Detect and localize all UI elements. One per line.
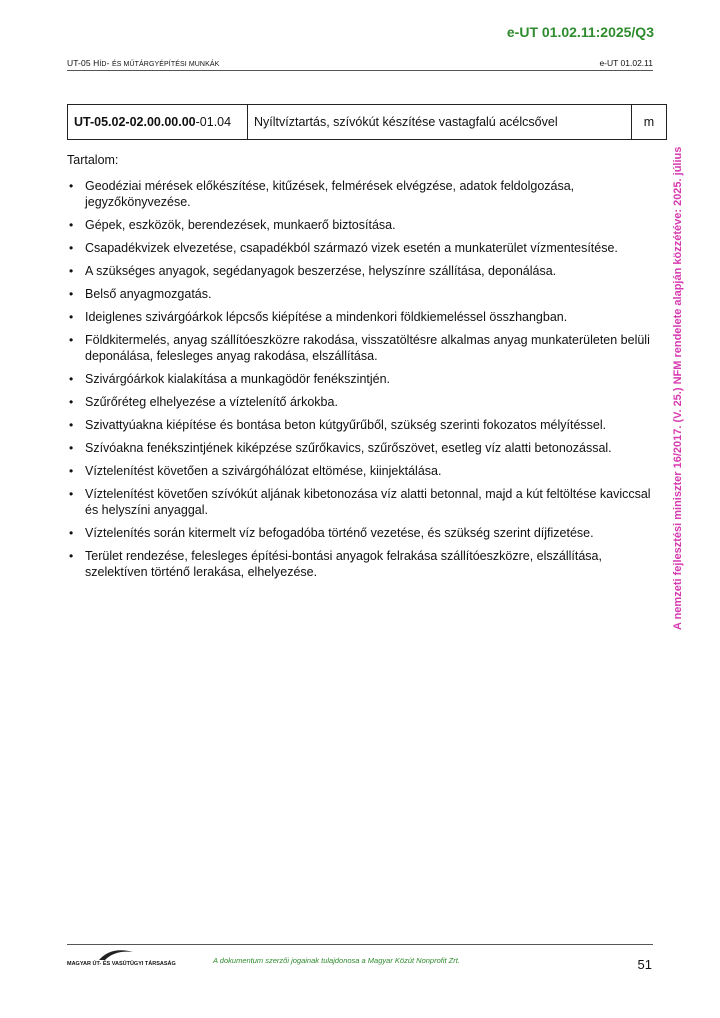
item-code-cell: [68, 105, 248, 140]
bullet-icon: •: [69, 287, 74, 301]
bullet-text: Terület rendezése, felesleges építési-bontási anyagok felrakása szállítóeszközre, elszállítása, szelektíven történő lerakása, elhelyezése.: [85, 549, 602, 579]
item-code: UT-05.02-02.00.00.00: [74, 115, 196, 129]
bullet-text: Szűrőréteg elhelyezése a víztelenítő árkokba.: [85, 395, 338, 409]
content-bullet-item: [67, 286, 652, 302]
page-number: 51: [637, 957, 652, 972]
bullet-icon: •: [69, 372, 74, 386]
content-heading: Tartalom:: [67, 153, 119, 167]
bullet-icon: •: [69, 218, 74, 232]
header-chapter-title: [67, 58, 219, 68]
bullet-icon: •: [69, 333, 74, 347]
bullet-icon: •: [69, 241, 74, 255]
bullet-icon: •: [69, 441, 74, 455]
bullet-icon: •: [69, 487, 74, 501]
content-bullet-item: [67, 525, 652, 541]
content-bullet-item: [67, 371, 652, 387]
header-chapter-part2: ÉS MŰTÁRGYÉPÍTÉSI MUNKÁK: [111, 61, 220, 68]
content-bullet-item: [67, 309, 652, 325]
content-bullet-item: [67, 417, 652, 433]
logo-text: MAGYAR ÚT- ÉS VASÚTÜGYI TÁRSASÁG: [67, 961, 176, 967]
bullet-text: Víztelenítést követően a szivárgóhálózat eltömése, kiinjektálása.: [85, 464, 442, 478]
bullet-text: Gépek, eszközök, berendezések, munkaerő biztosítása.: [85, 218, 396, 232]
item-code-suffix: -01.04: [195, 115, 232, 129]
bullet-icon: •: [69, 264, 74, 278]
header-divider: [67, 70, 653, 71]
content-bullet-item: [67, 394, 652, 410]
item-table: [67, 104, 667, 140]
organization-logo: [67, 948, 176, 970]
bullet-text: Csapadékvizek elvezetése, csapadékból származó vizek esetén a munkaterület vízmentesítése.: [85, 241, 618, 255]
copyright-notice: A dokumentum szerzői jogainak tulajdonosa a Magyar Közút Nonprofit Zrt.: [213, 956, 460, 965]
bullet-text: Földkitermelés, anyag szállítóeszközre rakodása, visszatöltésre alkalmas anyag munkaterületen belüli deponálása, felesleges anyag rakodása, elszállítása.: [85, 333, 650, 363]
content-bullet-item: [67, 440, 652, 456]
content-bullet-item: [67, 463, 652, 479]
bullet-icon: •: [69, 464, 74, 478]
bullet-icon: •: [69, 526, 74, 540]
bullet-icon: •: [69, 395, 74, 409]
header-document-ref: e-UT 01.02.11: [599, 58, 653, 68]
content-bullet-item: [67, 178, 652, 210]
bullet-text: Belső anyagmozgatás.: [85, 287, 212, 301]
bullet-icon: •: [69, 179, 74, 193]
content-bullet-item: [67, 486, 652, 518]
footer-divider: [67, 944, 653, 945]
bullet-text: A szükséges anyagok, segédanyagok beszerzése, helyszínre szállítása, deponálása.: [85, 264, 557, 278]
item-unit: m: [632, 105, 667, 140]
content-bullet-item: [67, 217, 652, 233]
item-description: Nyíltvíztartás, szívókút készítése vastagfalú acélcsővel: [248, 105, 632, 140]
header-chapter-part1: ÍD: [99, 61, 107, 68]
item-row: [68, 105, 667, 140]
bullet-text: Szivárgóárkok kialakítása a munkagödör fenékszintjén.: [85, 372, 391, 386]
bullet-icon: •: [69, 549, 74, 563]
content-bullet-item: [67, 240, 652, 256]
header-chapter-separator: -: [106, 58, 112, 68]
bullet-text: Ideiglenes szivárgóárkok lépcsős kiépítése a mindenkori földkiemeléssel összhangban.: [85, 310, 568, 324]
content-bullet-item: [67, 332, 652, 364]
content-bullet-list: [67, 178, 652, 587]
bullet-text: Víztelenítést követően szívókút aljának kibetonozása víz alatti betonnal, majd a kút feltöltése kaviccsal és helyszíni anyaggal.: [85, 487, 651, 517]
document-id: e-UT 01.02.11:2025/Q3: [506, 24, 654, 40]
bullet-icon: •: [69, 418, 74, 432]
content-bullet-item: [67, 263, 652, 279]
publication-side-note: A nemzeti fejlesztési miniszter 16/2017. (V. 25.) NFM rendelete alapján közzétéve: 2025. július: [672, 146, 684, 630]
content-bullet-item: [67, 548, 652, 580]
logo-swoosh-icon: [97, 948, 135, 962]
header-chapter-prefix: UT-05 H: [67, 58, 100, 68]
bullet-text: Geodéziai mérések előkészítése, kitűzések, felmérések elvégzése, adatok feldolgozása, jegyzőkönyvezése.: [85, 179, 575, 209]
bullet-icon: •: [69, 310, 74, 324]
bullet-text: Szívóakna fenékszintjének kiképzése szűrőkavics, szűrőszövet, esetleg víz alatti betonozással.: [85, 441, 612, 455]
bullet-text: Szivattyúakna kiépítése és bontása beton kútgyűrűből, szükség szerinti fokozatos mélyítéssel.: [85, 418, 607, 432]
bullet-text: Víztelenítés során kitermelt víz befogadóba történő vezetése, és szükség szerint díjfizetése.: [85, 526, 594, 540]
